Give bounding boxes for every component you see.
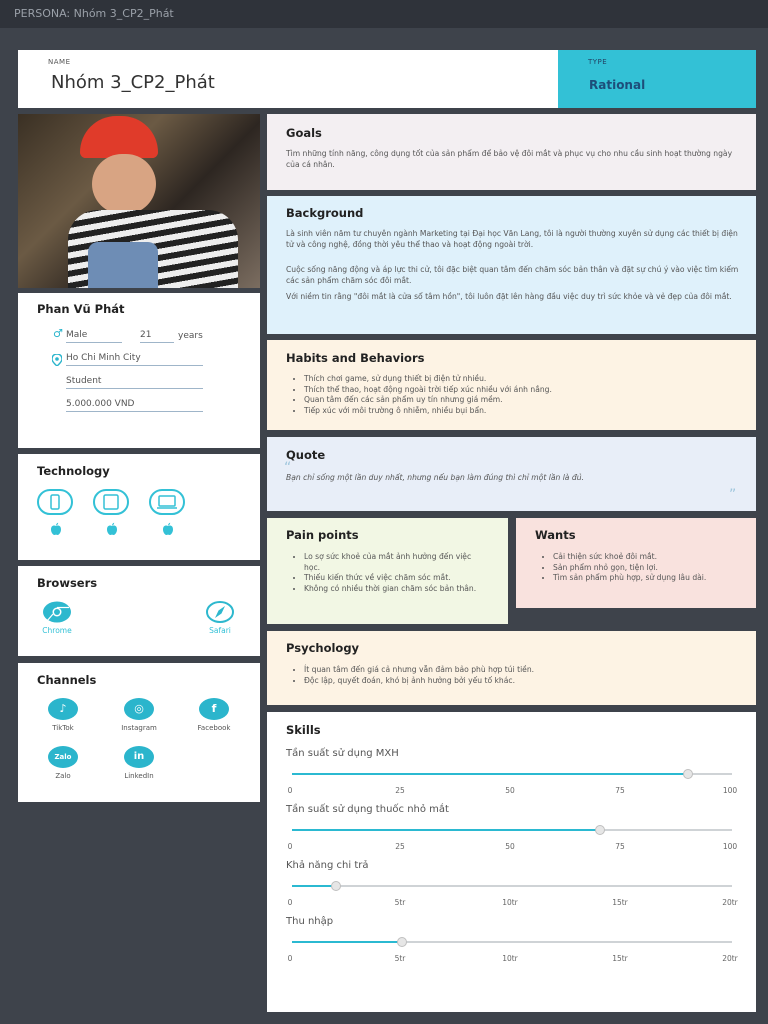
skill-tick-label: 75	[615, 842, 625, 851]
skill-tick-label: 25	[395, 842, 405, 851]
skill-tick-label: 100	[722, 786, 738, 795]
quote-text: Bạn chỉ sống một lần duy nhất, nhưng nếu bạn làm đúng thì chỉ một lần là đủ.	[286, 473, 584, 482]
income-field: 5.000.000 VND	[66, 399, 203, 412]
list-item: • Không có nhiều thời gian chăm sóc bản thân.	[304, 584, 486, 595]
skill-tick-label: 50	[505, 786, 515, 795]
linkedin-icon[interactable]: in	[124, 746, 154, 768]
list-item: • Ít quan tâm đến giá cả nhưng vẫn đảm bảo phù hợp túi tiền.	[304, 665, 736, 676]
channels-title: Channels	[37, 673, 97, 687]
phone-device	[37, 489, 73, 515]
facebook-icon[interactable]: f	[199, 698, 229, 720]
location-field: Ho Chi Minh City	[66, 353, 203, 366]
occupation-field: Student	[66, 376, 203, 389]
background-card	[267, 196, 756, 334]
wants-list	[535, 552, 740, 584]
age-unit: years	[178, 331, 203, 341]
skill-label: Thu nhập	[286, 916, 334, 927]
apple-icon	[161, 522, 175, 536]
chrome-label: Chrome	[42, 626, 72, 635]
habits-title: Habits and Behaviors	[286, 351, 425, 365]
name-label: NAME	[48, 58, 71, 66]
goals-card	[267, 114, 756, 190]
age-field: 21	[140, 330, 174, 343]
psychology-title: Psychology	[286, 641, 360, 655]
background-paragraph: Cuộc sống năng động và áp lực thi cử, tôi đặc biệt quan tâm đến chăm sóc bản thân và đặt sự chú ý vào việc tìm kiếm các sản phẩm chăm sóc đôi mắt.	[286, 265, 739, 285]
name-card	[18, 50, 558, 108]
safari-icon	[205, 601, 235, 623]
psychology-list	[286, 665, 736, 686]
instagram-label: Instagram	[121, 724, 157, 732]
instagram-icon[interactable]: ◎	[124, 698, 154, 720]
skill-tick-label: 5tr	[394, 898, 406, 907]
list-item: • Thích chơi game, sử dụng thiết bị điện tử nhiều.	[304, 374, 736, 385]
skill-slider-fill	[292, 885, 336, 887]
list-item: • Thích thể thao, hoạt động ngoài trời tiếp xúc nhiều với ánh nắng.	[304, 385, 736, 396]
skill-label: Tần suất sử dụng thuốc nhỏ mắt	[286, 804, 449, 815]
avatar	[18, 114, 260, 288]
browsers-card	[18, 566, 260, 656]
skill-tick-label: 10tr	[502, 898, 518, 907]
skill-tick-label: 5tr	[394, 954, 406, 963]
tablet-icon	[95, 491, 127, 513]
wants-title: Wants	[535, 528, 576, 542]
skill-slider-handle[interactable]	[397, 937, 407, 947]
skill-tick-label: 50	[505, 842, 515, 851]
skills-card	[267, 712, 756, 1012]
zalo-label: Zalo	[55, 772, 71, 780]
list-item: • Lo sợ sức khoẻ của mắt ảnh hưởng đến việc học.	[304, 552, 486, 573]
list-item: • Thiếu kiến thức về việc chăm sóc mắt.	[304, 573, 486, 584]
tablet-device	[93, 489, 129, 515]
list-item: • Tiếp xúc với môi trường ô nhiễm, nhiều bụi bẩn.	[304, 406, 736, 417]
channels-card	[18, 663, 260, 802]
quote-close-mark: ”	[729, 487, 737, 503]
page-title: PERSONA: Nhóm 3_CP2_Phát	[0, 0, 768, 28]
background-paragraph: Là sinh viên năm tư chuyên ngành Marketing tại Đại học Văn Lang, tôi là người thường xuyên sử dụng các thiết bị điện tử và công nghệ, đồng thời yêu thể thao và hoạt động ngoài trời.	[286, 229, 738, 249]
persona-name: Nhóm 3_CP2_Phát	[51, 72, 215, 93]
habits-list	[286, 374, 736, 416]
skill-tick-label: 15tr	[612, 898, 628, 907]
tiktok-label: TikTok	[52, 724, 74, 732]
background-title: Background	[286, 206, 364, 220]
type-label: TYPE	[588, 58, 608, 66]
zalo-icon[interactable]: Zalo	[48, 746, 78, 768]
chrome-icon	[42, 601, 72, 623]
persona-type: Rational	[589, 78, 646, 92]
skill-tick-label: 0	[287, 786, 293, 795]
laptop-device	[149, 489, 185, 515]
phone-icon	[39, 491, 71, 513]
goals-text: Tìm những tính năng, công dụng tốt của sản phẩm để bảo vệ đôi mắt và phục vụ cho nhu cầu sinh hoạt thường ngày của cá nhân.	[286, 149, 733, 169]
skill-slider-handle[interactable]	[331, 881, 341, 891]
skill-tick-label: 25	[395, 786, 405, 795]
skill-tick-label: 100	[722, 842, 738, 851]
gender-field: Male	[66, 330, 122, 343]
pain-points-title: Pain points	[286, 528, 359, 542]
type-card	[558, 50, 756, 108]
list-item: • Sản phẩm nhỏ gọn, tiện lợi.	[553, 563, 740, 574]
skill-tick-label: 0	[287, 898, 293, 907]
profile-name: Phan Vũ Phát	[37, 302, 125, 316]
skill-slider-fill	[292, 773, 688, 775]
list-item: • Quan tâm đến các sản phẩm uy tín nhưng giá mềm.	[304, 395, 736, 406]
list-item: • Tìm sản phẩm phù hợp, sử dụng lâu dài.	[553, 573, 740, 584]
technology-title: Technology	[37, 464, 110, 478]
skill-tick-label: 0	[287, 954, 293, 963]
safari-label: Safari	[209, 626, 231, 635]
psychology-card	[267, 631, 756, 705]
skill-tick-label: 15tr	[612, 954, 628, 963]
background-paragraph: Với niềm tin rằng "đôi mắt là cửa sổ tâm hồn", tôi luôn đặt lên hàng đầu việc duy trì sức khỏe và vẻ đẹp của đôi mắt.	[286, 292, 732, 301]
skill-slider-fill	[292, 829, 600, 831]
browsers-title: Browsers	[37, 576, 98, 590]
quote-title: Quote	[286, 448, 326, 462]
habits-card	[267, 340, 756, 430]
list-item: • Độc lập, quyết đoán, khó bị ảnh hưởng bởi yếu tố khác.	[304, 676, 736, 687]
laptop-icon	[151, 491, 183, 513]
facebook-label: Facebook	[197, 724, 231, 732]
pain-points-card	[267, 518, 508, 624]
skill-slider-fill	[292, 941, 402, 943]
goals-title: Goals	[286, 126, 322, 140]
skill-slider-handle[interactable]	[595, 825, 605, 835]
skill-tick-label: 20tr	[722, 898, 738, 907]
avatar-face	[92, 154, 156, 214]
wants-card	[516, 518, 756, 608]
list-item: • Cải thiện sức khoẻ đôi mắt.	[553, 552, 740, 563]
skill-slider-track[interactable]	[292, 885, 732, 887]
skill-tick-label: 75	[615, 786, 625, 795]
apple-icon	[49, 522, 63, 536]
avatar-cap	[80, 116, 158, 158]
skill-tick-label: 20tr	[722, 954, 738, 963]
technology-card	[18, 454, 260, 560]
skill-tick-label: 10tr	[502, 954, 518, 963]
apple-icon	[105, 522, 119, 536]
avatar-overall	[88, 242, 158, 288]
location-pin-icon	[52, 351, 62, 361]
male-icon: ♂	[53, 327, 63, 340]
profile-card	[18, 293, 260, 448]
pain-points-list	[286, 552, 486, 594]
skill-label: Khả năng chi trả	[286, 860, 369, 871]
skills-title: Skills	[286, 723, 321, 737]
tiktok-icon[interactable]: ♪	[48, 698, 78, 720]
linkedin-label: LinkedIn	[124, 772, 154, 780]
skill-tick-label: 0	[287, 842, 293, 851]
quote-open-mark: “	[284, 460, 292, 476]
quote-card	[267, 437, 756, 511]
skill-slider-handle[interactable]	[683, 769, 693, 779]
skill-label: Tần suất sử dụng MXH	[286, 748, 399, 759]
